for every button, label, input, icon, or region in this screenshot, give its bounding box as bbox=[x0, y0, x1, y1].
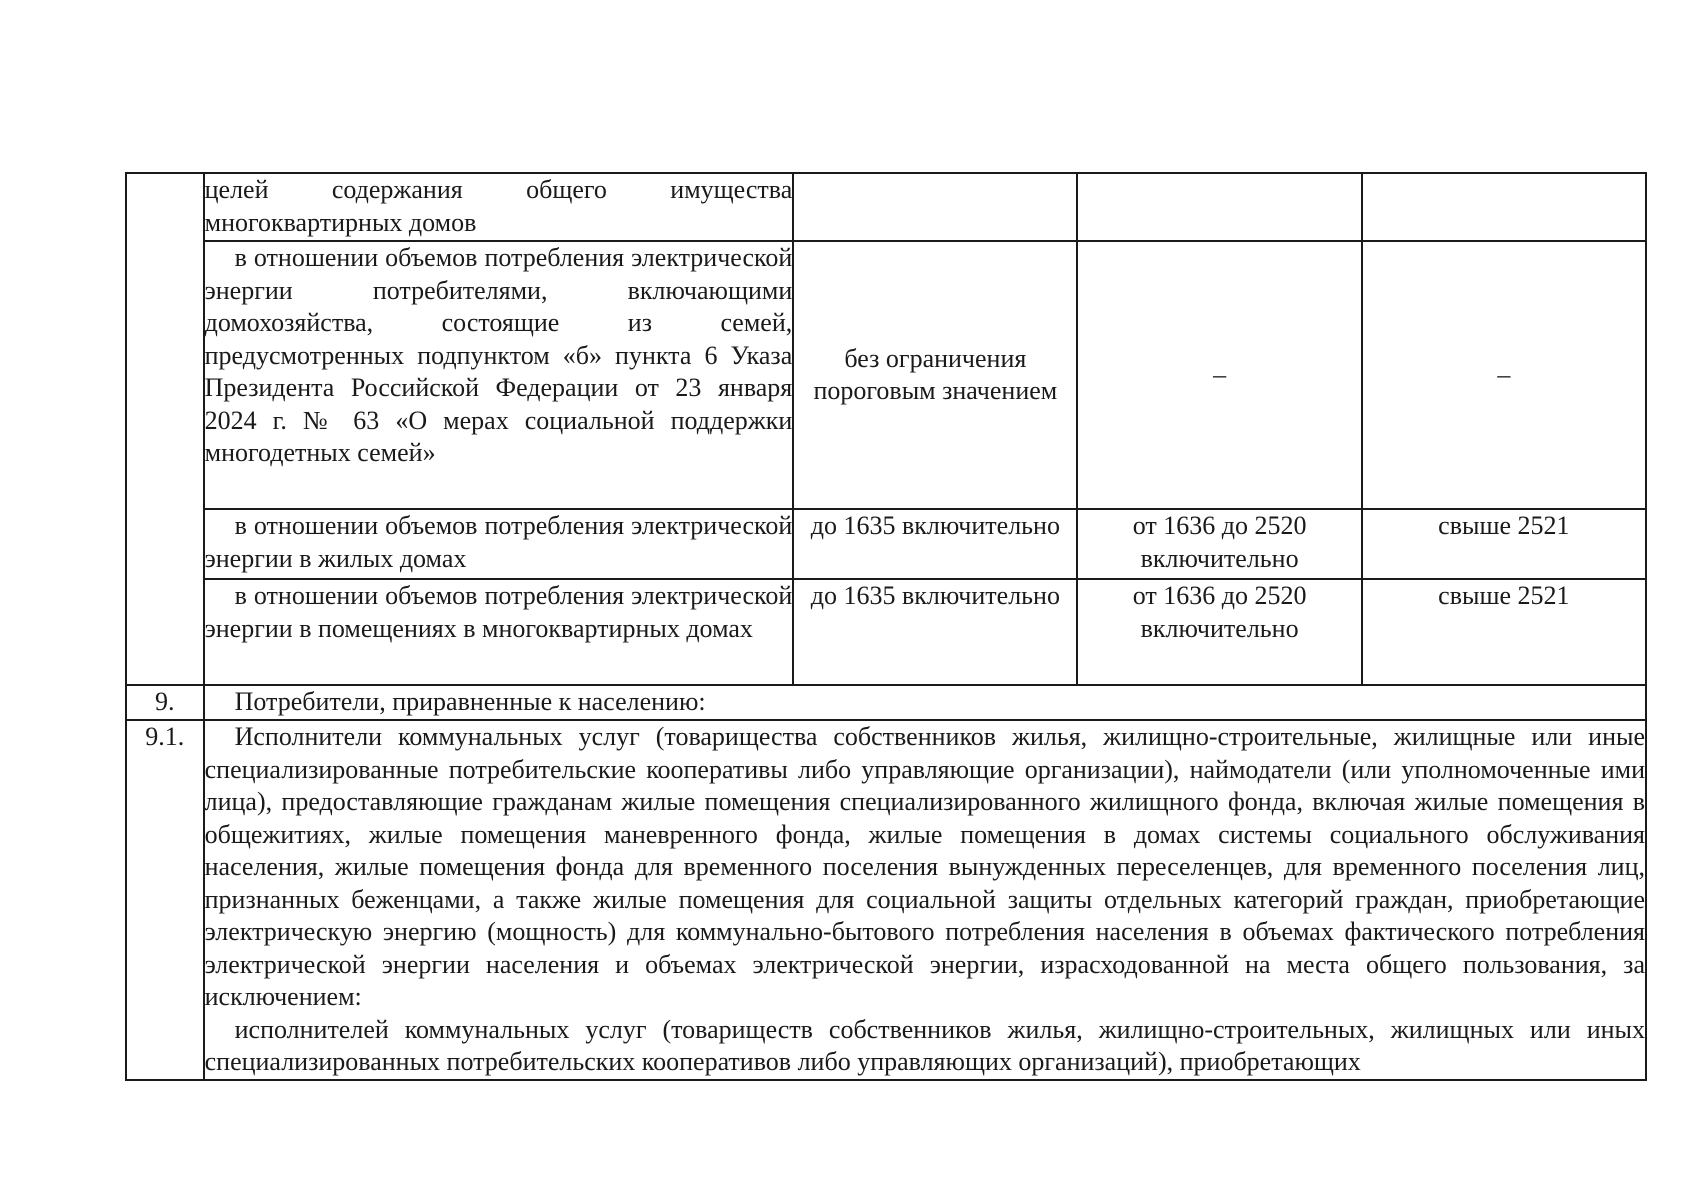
range-3-cell: свыше 2521 bbox=[1362, 509, 1646, 579]
houses-text-cell: в отношении объемов потребления электрической энергии в жилых домах bbox=[204, 509, 794, 579]
range-2-cell: от 1636 до 2520 включительно bbox=[1077, 579, 1361, 685]
range-1-cell: до 1635 включительно bbox=[793, 579, 1077, 685]
value-cell-empty bbox=[793, 173, 1077, 241]
paragraph: Исполнители коммунальных услуг (товарищества собственников жилья, жилищно-строительные, жилищные или иные специализированные потребительские кооперативы либо управляющие организации), наймодатели (или уполномоченные ими лица), предоставляющие гражданам жилые помещения специализированного жилищного фонда, включая жилые помещения в общежитиях, жилые помещения маневренного фонда, жилые помещения в домах системы социального обслуживания населения, жилые помещения фонда для временного поселения вынужденных переселенцев, для временного поселения лиц, признанных беженцами, а также жилые помещения для социальной защиты отдельных категорий граждан, приобретающие электрическую энергию (мощность) для коммунально-бытового потребления населения в объемах фактического потребления электрической энергии населения и объемах электрической энергии, израсходованной на места общего пользования, за исключением: bbox=[204, 722, 1645, 1011]
apartments-text-cell: в отношении объемов потребления электрической энергии в помещениях в многоквартирных домах bbox=[204, 579, 794, 685]
range-2-cell: – bbox=[1077, 241, 1361, 509]
table-row bbox=[126, 685, 1646, 720]
section-heading-cell bbox=[204, 685, 1646, 720]
range-1-cell: до 1635 включительно bbox=[793, 509, 1077, 579]
value-cell-empty bbox=[1362, 173, 1646, 241]
range-2-cell: от 1636 до 2520 включительно bbox=[1077, 509, 1361, 579]
table-row bbox=[126, 173, 1646, 241]
number-cell-empty bbox=[126, 173, 204, 685]
large-families-text-cell: в отношении объемов потребления электрической энергии потребителями, включающими домохозяйства, состоящие из семей, предусмотренных подпунктом «б» пункта 6 Указа Президента Российской Федерации от 23 января 2024 г. № 63 «О мерах социальной поддержки многодетных семей» bbox=[204, 241, 794, 509]
row-number: 9.1. bbox=[126, 720, 204, 1080]
table-row bbox=[126, 579, 1646, 685]
section-heading-text: Потребители, приравненные к населению: bbox=[234, 687, 706, 716]
value-cell-empty bbox=[1077, 173, 1361, 241]
paragraph: исполнителей коммунальных услуг (товариществ собственников жилья, жилищно-строительных, жилищных или иных специализированных потребительских кооперативов либо управляющих организаций), приобретающих bbox=[204, 1014, 1645, 1076]
tariff-table bbox=[125, 172, 1647, 1081]
table-row bbox=[126, 509, 1646, 579]
range-1-cell: без ограничения пороговым значением bbox=[793, 241, 1077, 509]
table-row bbox=[126, 241, 1646, 509]
section-body-cell bbox=[204, 720, 1646, 1080]
table-row bbox=[126, 720, 1646, 1080]
row-number: 9. bbox=[126, 685, 204, 720]
continuation-text-cell: целей содержания общего имущества многоквартирных домов bbox=[204, 173, 794, 241]
range-3-cell: свыше 2521 bbox=[1362, 579, 1646, 685]
range-3-cell: – bbox=[1362, 241, 1646, 509]
